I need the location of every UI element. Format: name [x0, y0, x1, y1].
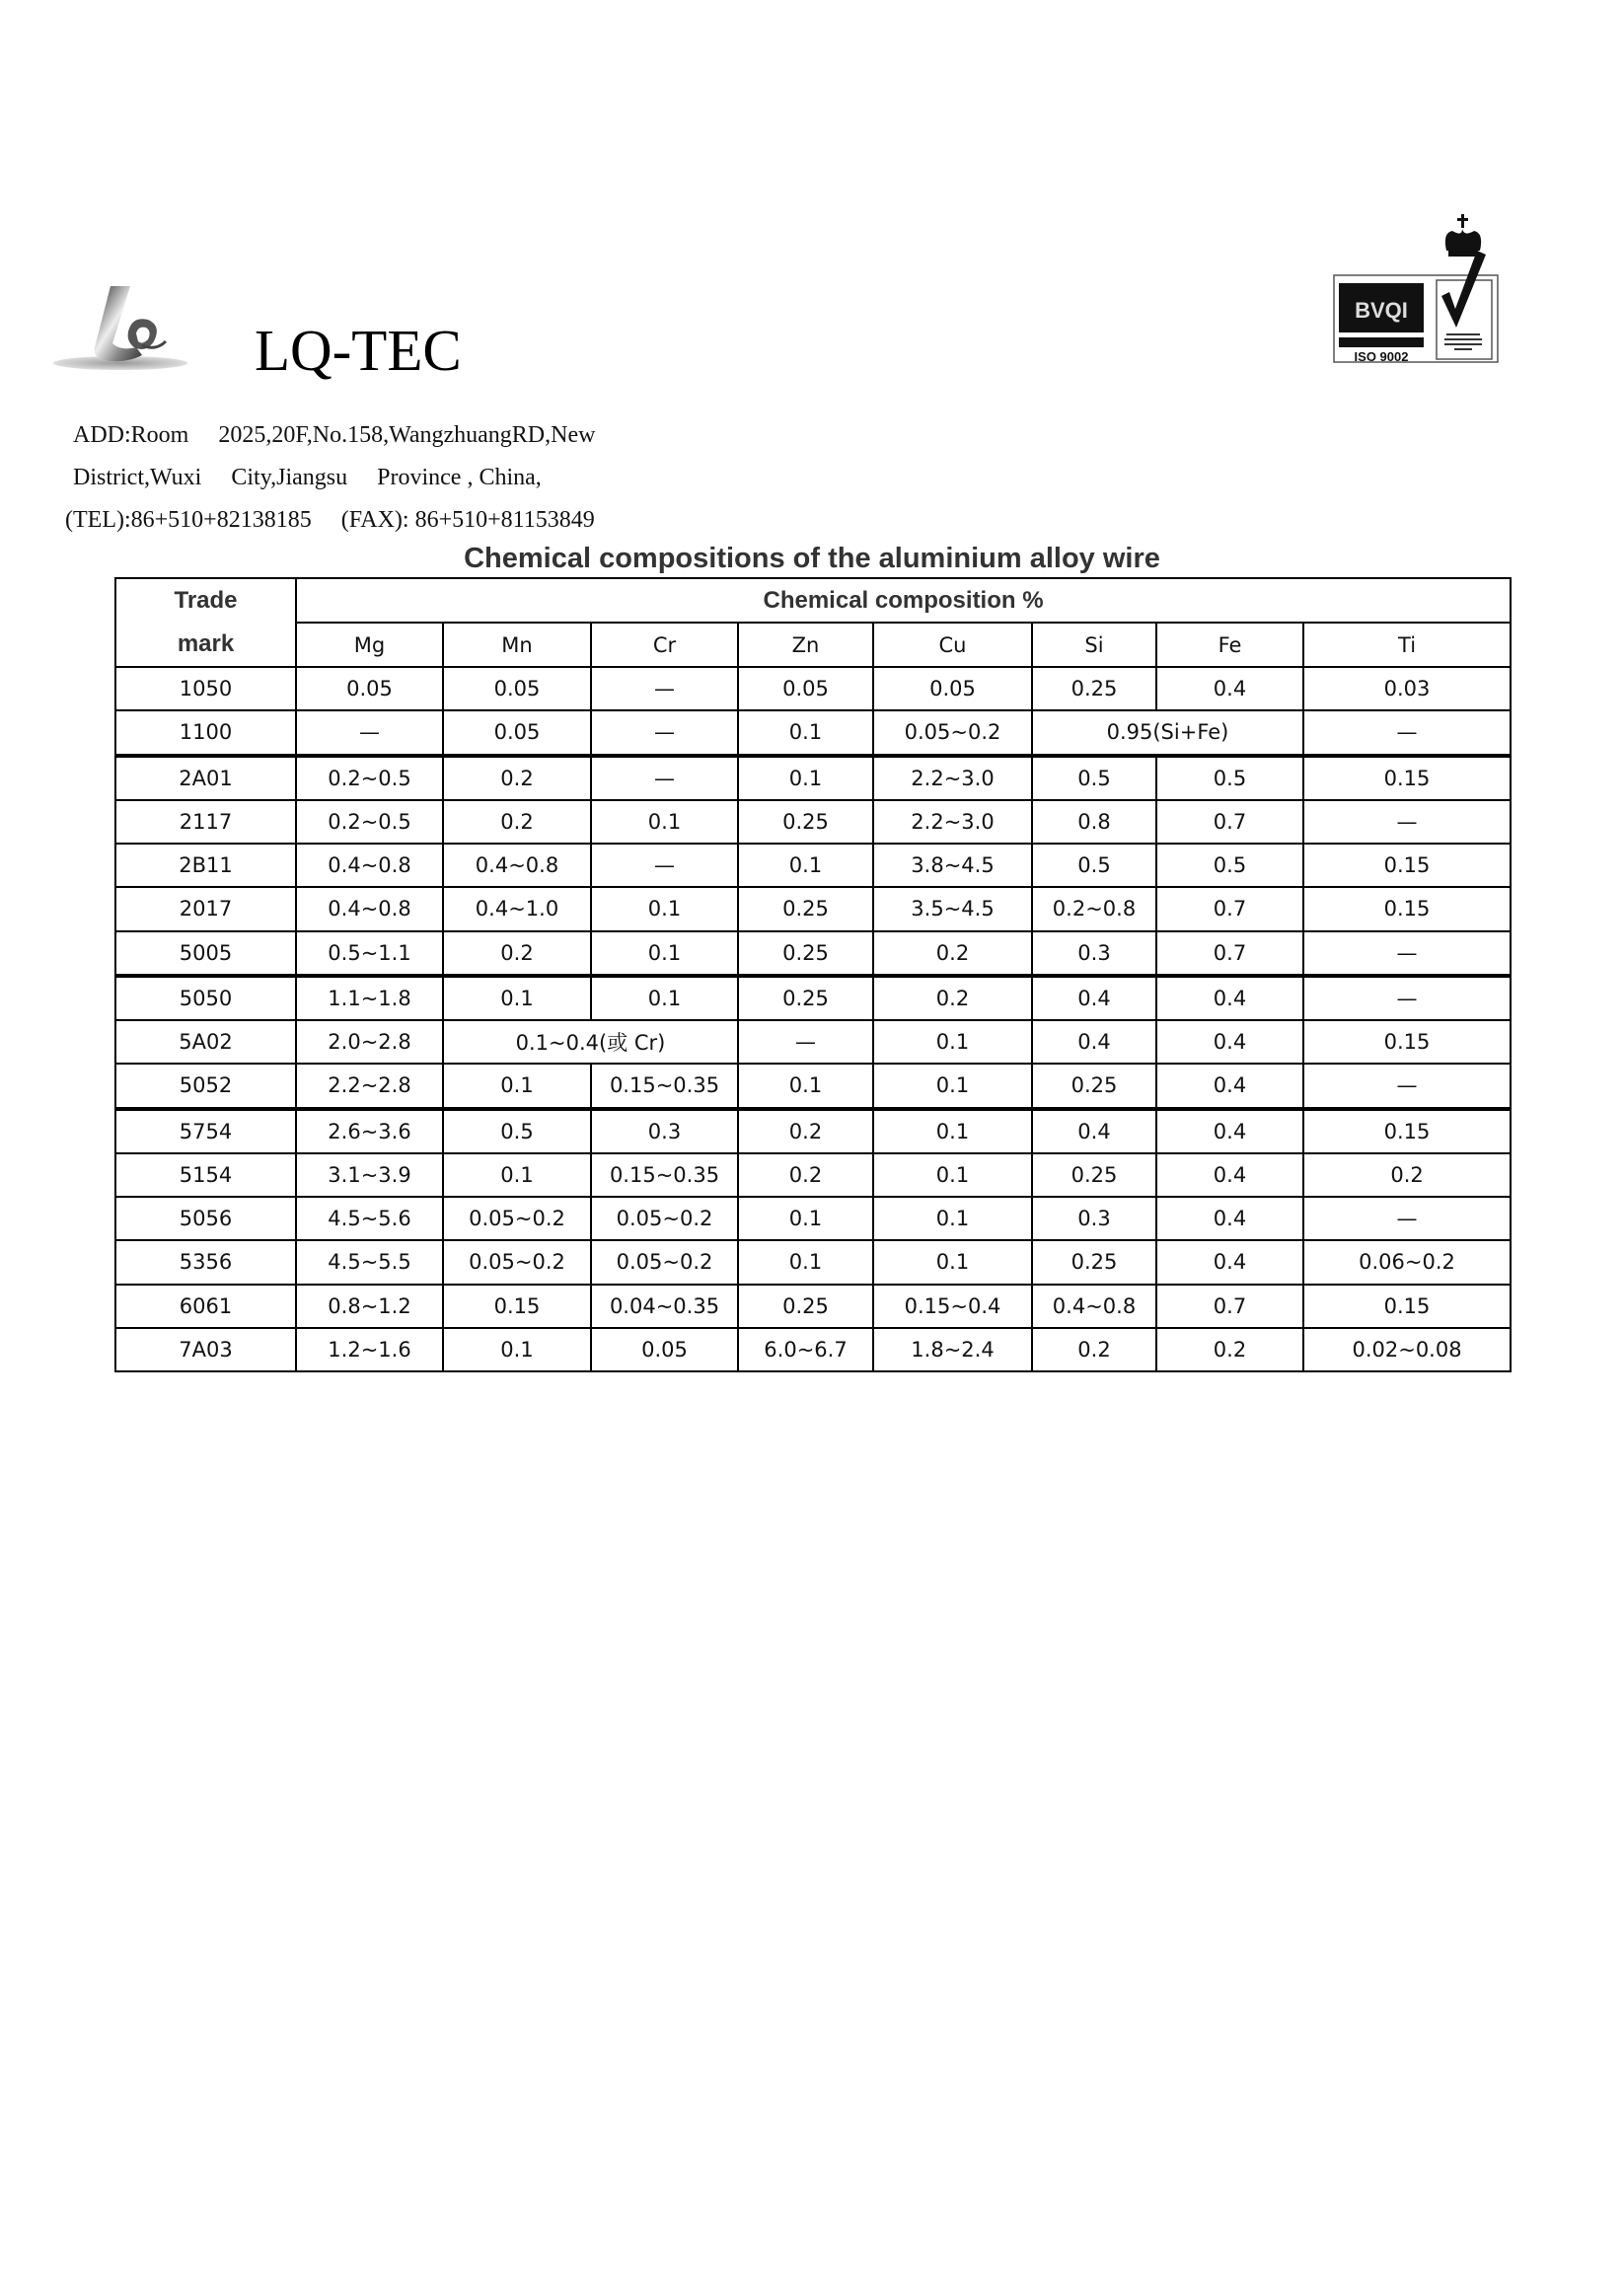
composition-cell: 0.1 — [873, 1240, 1032, 1284]
composition-cell: 2.2~2.8 — [296, 1064, 443, 1108]
composition-cell: 0.25 — [738, 976, 873, 1020]
composition-cell: 0.1 — [591, 931, 738, 976]
composition-cell: 0.4~0.8 — [296, 844, 443, 887]
document-title: Chemical compositions of the aluminium alloy wire — [464, 543, 1160, 574]
composition-cell: 0.2 — [443, 800, 591, 844]
composition-cell: 0.15~0.35 — [591, 1064, 738, 1108]
composition-cell: 0.05~0.2 — [873, 710, 1032, 755]
composition-cell: 0.2 — [873, 931, 1032, 976]
trade-header-line1: Trade — [174, 587, 238, 614]
composition-cell: 0.05 — [296, 667, 443, 710]
composition-cell: 0.1 — [738, 1197, 873, 1240]
table-row — [115, 710, 1511, 755]
table-row — [115, 800, 1511, 844]
composition-cell: — — [1303, 931, 1511, 976]
composition-cell: 0.3 — [591, 1109, 738, 1153]
composition-cell: 0.05~0.2 — [443, 1240, 591, 1284]
composition-cell: 0.05 — [443, 667, 591, 710]
table-body — [115, 667, 1511, 1371]
composition-cell: 0.5 — [1032, 844, 1156, 887]
composition-cell: 0.4 — [1032, 976, 1156, 1020]
composition-cell: 0.2 — [873, 976, 1032, 1020]
table-row — [115, 1197, 1511, 1240]
composition-cell: 0.3 — [1032, 1197, 1156, 1240]
composition-cell: 0.4 — [1156, 1109, 1303, 1153]
trade-mark-cell: 6061 — [115, 1285, 296, 1328]
composition-cell: 0.4 — [1156, 667, 1303, 710]
table-row — [115, 1153, 1511, 1197]
composition-cell: 0.05 — [443, 710, 591, 755]
composition-cell: 0.15 — [1303, 1109, 1511, 1153]
trade-mark-cell: 5052 — [115, 1064, 296, 1108]
composition-cell: — — [1303, 976, 1511, 1020]
composition-cell: — — [296, 710, 443, 755]
composition-cell: 0.25 — [1032, 1064, 1156, 1108]
composition-cell: 0.15 — [1303, 756, 1511, 800]
trade-mark-cell: 2A01 — [115, 756, 296, 800]
composition-cell: 2.2~3.0 — [873, 756, 1032, 800]
element-header-row — [115, 623, 1511, 667]
composition-cell: 4.5~5.6 — [296, 1197, 443, 1240]
trade-mark-cell: 5356 — [115, 1240, 296, 1284]
address-line: ADD:Room 2025,20F,No.158,WangzhuangRD,New — [73, 422, 596, 448]
composition-cell: 0.4~0.8 — [1032, 1285, 1156, 1328]
column-header-mn: Mn — [443, 623, 591, 667]
trade-mark-cell: 7A03 — [115, 1328, 296, 1371]
composition-cell: 0.25 — [1032, 667, 1156, 710]
composition-cell: 1.2~1.6 — [296, 1328, 443, 1371]
company-name: LQ-TEC — [255, 318, 462, 383]
composition-cell: 0.25 — [738, 800, 873, 844]
composition-cell: 2.2~3.0 — [873, 800, 1032, 844]
column-header-zn: Zn — [738, 623, 873, 667]
company-logo — [51, 282, 199, 373]
composition-cell: 0.1 — [443, 1328, 591, 1371]
composition-cell: — — [591, 756, 738, 800]
composition-cell: 0.05~0.2 — [591, 1197, 738, 1240]
composition-cell: 0.1 — [591, 887, 738, 930]
composition-cell: — — [738, 1020, 873, 1064]
composition-cell: 0.05~0.2 — [443, 1197, 591, 1240]
composition-cell: 0.2 — [738, 1109, 873, 1153]
composition-cell: 0.2 — [1303, 1153, 1511, 1197]
composition-cell: 0.5~1.1 — [296, 931, 443, 976]
composition-cell: 0.25 — [738, 887, 873, 930]
composition-cell: 0.2 — [738, 1153, 873, 1197]
composition-cell: 6.0~6.7 — [738, 1328, 873, 1371]
composition-cell: 0.15~0.4 — [873, 1285, 1032, 1328]
trade-mark-cell: 2017 — [115, 887, 296, 930]
composition-cell: 0.1 — [873, 1020, 1032, 1064]
trade-mark-cell: 5005 — [115, 931, 296, 976]
composition-cell: 0.5 — [1156, 756, 1303, 800]
composition-cell: — — [1303, 1064, 1511, 1108]
composition-cell: 0.1 — [443, 1064, 591, 1108]
trade-mark-header — [115, 578, 296, 667]
composition-cell: 0.4 — [1156, 1240, 1303, 1284]
composition-cell: 0.4 — [1032, 1109, 1156, 1153]
trade-mark-cell: 5056 — [115, 1197, 296, 1240]
composition-cell: 0.15 — [1303, 1020, 1511, 1064]
table-row — [115, 1109, 1511, 1153]
trade-mark-cell: 2B11 — [115, 844, 296, 887]
composition-cell: 0.25 — [738, 1285, 873, 1328]
composition-cell: 0.1 — [873, 1153, 1032, 1197]
table-row — [115, 976, 1511, 1020]
composition-cell: 0.7 — [1156, 1285, 1303, 1328]
composition-cell: 0.5 — [443, 1109, 591, 1153]
composition-cell: 0.4 — [1156, 1020, 1303, 1064]
composition-cell: 0.1 — [873, 1109, 1032, 1153]
composition-cell: 0.1 — [738, 1240, 873, 1284]
composition-cell: 0.2 — [443, 756, 591, 800]
composition-cell: 0.7 — [1156, 800, 1303, 844]
composition-cell: 0.1~0.4(或 Cr) — [443, 1020, 738, 1064]
column-header-fe: Fe — [1156, 623, 1303, 667]
check-mark-icon — [1441, 251, 1486, 328]
table-row — [115, 756, 1511, 800]
trade-mark-cell: 1050 — [115, 667, 296, 710]
composition-cell: 3.8~4.5 — [873, 844, 1032, 887]
table-row — [115, 1285, 1511, 1328]
composition-cell: 0.15 — [1303, 1285, 1511, 1328]
column-header-mg: Mg — [296, 623, 443, 667]
composition-cell: 0.4 — [1156, 1197, 1303, 1240]
composition-group-header: Chemical composition % — [296, 578, 1511, 623]
composition-cell: 0.25 — [1032, 1153, 1156, 1197]
composition-cell: 0.15 — [1303, 844, 1511, 887]
logo-letter-q — [128, 319, 157, 349]
column-header-cr: Cr — [591, 623, 738, 667]
bvqi-lettering: BVQI — [1355, 298, 1408, 323]
composition-cell: 0.25 — [738, 931, 873, 976]
composition-cell: 0.95(Si+Fe) — [1032, 710, 1303, 755]
table-row — [115, 844, 1511, 887]
composition-cell: 2.0~2.8 — [296, 1020, 443, 1064]
accreditation-fine-print — [1444, 333, 1482, 350]
composition-cell: 1.1~1.8 — [296, 976, 443, 1020]
composition-cell: 0.2 — [443, 931, 591, 976]
composition-cell: 0.1 — [591, 976, 738, 1020]
composition-cell: 0.8~1.2 — [296, 1285, 443, 1328]
trade-mark-cell: 5050 — [115, 976, 296, 1020]
composition-cell: 0.7 — [1156, 931, 1303, 976]
composition-cell: 0.5 — [1032, 756, 1156, 800]
table-row — [115, 1064, 1511, 1108]
composition-cell: 0.2 — [1032, 1328, 1156, 1371]
bvqi-bar — [1339, 337, 1424, 347]
column-header-ti: Ti — [1303, 623, 1511, 667]
table-row — [115, 931, 1511, 976]
composition-cell: 0.1 — [738, 1064, 873, 1108]
composition-cell: 0.06~0.2 — [1303, 1240, 1511, 1284]
composition-cell: 0.2~0.8 — [1032, 887, 1156, 930]
composition-cell: — — [1303, 1197, 1511, 1240]
composition-cell: 0.4 — [1032, 1020, 1156, 1064]
trade-mark-cell: 5A02 — [115, 1020, 296, 1064]
company-address — [65, 414, 756, 542]
composition-cell: 0.25 — [1032, 1240, 1156, 1284]
composition-cell: 0.4 — [1156, 1153, 1303, 1197]
composition-cell: 0.1 — [443, 1153, 591, 1197]
composition-cell: 0.1 — [873, 1064, 1032, 1108]
composition-cell: 0.1 — [443, 976, 591, 1020]
composition-cell: — — [1303, 710, 1511, 755]
composition-cell: 0.7 — [1156, 887, 1303, 930]
composition-cell: 0.02~0.08 — [1303, 1328, 1511, 1371]
composition-cell: 4.5~5.5 — [296, 1240, 443, 1284]
composition-cell: 3.1~3.9 — [296, 1153, 443, 1197]
composition-cell: — — [1303, 800, 1511, 844]
composition-cell: 0.1 — [738, 710, 873, 755]
trade-mark-cell: 1100 — [115, 710, 296, 755]
table-row — [115, 1328, 1511, 1371]
table-row — [115, 667, 1511, 710]
trade-mark-cell: 5154 — [115, 1153, 296, 1197]
table-row — [115, 1020, 1511, 1064]
composition-cell: 0.4~0.8 — [443, 844, 591, 887]
trade-mark-cell: 2117 — [115, 800, 296, 844]
table-row — [115, 887, 1511, 930]
contact-line: (TEL):86+510+82138185 (FAX): 86+510+81153849 — [65, 507, 595, 533]
composition-cell: 0.05 — [873, 667, 1032, 710]
composition-cell: 0.2~0.5 — [296, 800, 443, 844]
composition-cell: 0.1 — [738, 844, 873, 887]
composition-cell: 2.6~3.6 — [296, 1109, 443, 1153]
composition-cell: 0.05 — [591, 1328, 738, 1371]
composition-cell: 0.1 — [591, 800, 738, 844]
column-header-si: Si — [1032, 623, 1156, 667]
composition-cell: 0.2~0.5 — [296, 756, 443, 800]
trade-mark-cell: 5754 — [115, 1109, 296, 1153]
composition-cell: — — [591, 710, 738, 755]
composition-cell: 0.4~0.8 — [296, 887, 443, 930]
column-header-cu: Cu — [873, 623, 1032, 667]
composition-cell: 0.04~0.35 — [591, 1285, 738, 1328]
table-row — [115, 1240, 1511, 1284]
trade-header-line2: mark — [177, 630, 235, 657]
composition-cell: 0.1 — [738, 756, 873, 800]
composition-cell: — — [591, 844, 738, 887]
iso-certification-logo — [1330, 211, 1506, 371]
composition-cell: 0.4 — [1156, 976, 1303, 1020]
composition-cell: 0.03 — [1303, 667, 1511, 710]
iso-9002-lettering: ISO 9002 — [1354, 349, 1409, 364]
composition-cell: 0.8 — [1032, 800, 1156, 844]
composition-cell: 3.5~4.5 — [873, 887, 1032, 930]
composition-cell: 0.4 — [1156, 1064, 1303, 1108]
composition-cell: 0.15 — [443, 1285, 591, 1328]
composition-cell: 0.3 — [1032, 931, 1156, 976]
composition-cell: 0.2 — [1156, 1328, 1303, 1371]
composition-cell: 0.05 — [738, 667, 873, 710]
crown-icon — [1445, 214, 1481, 257]
composition-table — [114, 577, 1512, 1372]
composition-cell: 0.4~1.0 — [443, 887, 591, 930]
composition-cell: — — [591, 667, 738, 710]
composition-cell: 0.05~0.2 — [591, 1240, 738, 1284]
composition-cell: 0.15~0.35 — [591, 1153, 738, 1197]
composition-cell: 0.15 — [1303, 887, 1511, 930]
composition-cell: 0.1 — [873, 1197, 1032, 1240]
address-line: District,Wuxi City,Jiangsu Province , China, — [73, 465, 542, 490]
composition-cell: 1.8~2.4 — [873, 1328, 1032, 1371]
composition-cell: 0.5 — [1156, 844, 1303, 887]
